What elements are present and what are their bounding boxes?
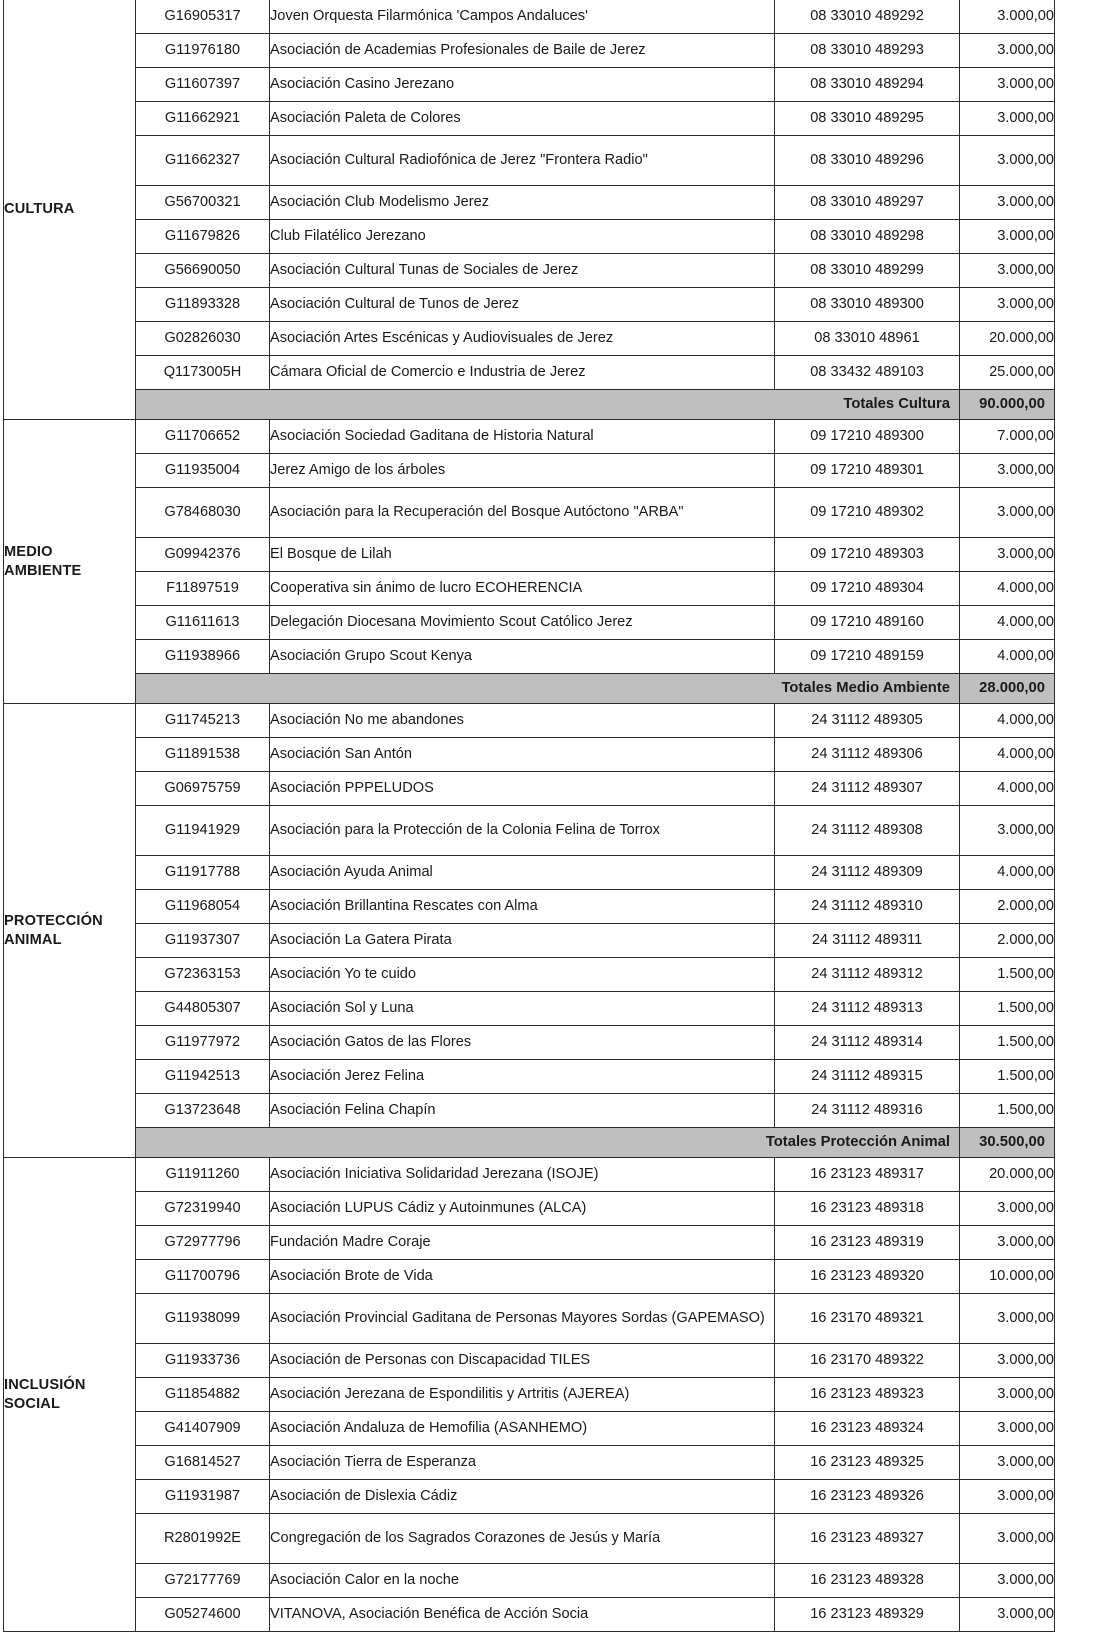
entity-name-cell: Joven Orquesta Filarmónica 'Campos Andaluces' [270,0,775,34]
table-row [4,1378,1055,1412]
budget-application-cell: 08 33010 489293 [775,34,960,68]
table-row [4,1514,1055,1564]
table-row [4,488,1055,538]
budget-application-cell: 16 23123 489326 [775,1480,960,1514]
table-row [4,1446,1055,1480]
budget-application-cell: 16 23123 489325 [775,1446,960,1480]
entity-name-cell: Delegación Diocesana Movimiento Scout Católico Jerez [270,606,775,640]
nif-cell: G11662921 [136,102,270,136]
table-row [4,1480,1055,1514]
totals-row-proteccion-animal [4,1128,1055,1158]
entity-name-cell: Asociación Andaluza de Hemofilia (ASANHEMO) [270,1412,775,1446]
entity-name-cell: Asociación Jerezana de Espondilitis y Artritis (AJEREA) [270,1378,775,1412]
budget-application-cell: 09 17210 489302 [775,488,960,538]
entity-name-cell: Asociación para la Protección de la Colonia Felina de Torrox [270,806,775,856]
table-row [4,1412,1055,1446]
amount-cell: 3.000,00 [960,254,1055,288]
entity-name-cell: Asociación Casino Jerezano [270,68,775,102]
table-row [4,606,1055,640]
amount-cell: 1.500,00 [960,1026,1055,1060]
totals-label: Totales Medio Ambiente [136,674,960,704]
amount-cell: 25.000,00 [960,356,1055,390]
amount-cell: 3.000,00 [960,0,1055,34]
amount-cell: 3.000,00 [960,1226,1055,1260]
amount-cell: 3.000,00 [960,1412,1055,1446]
nif-cell: G11977972 [136,1026,270,1060]
totals-label: Totales Cultura [136,390,960,420]
amount-cell: 20.000,00 [960,322,1055,356]
amount-cell: 3.000,00 [960,288,1055,322]
amount-cell: 4.000,00 [960,772,1055,806]
entity-name-cell: Cooperativa sin ánimo de lucro ECOHERENCIA [270,572,775,606]
table-row [4,1226,1055,1260]
amount-cell: 3.000,00 [960,186,1055,220]
budget-application-cell: 09 17210 489303 [775,538,960,572]
entity-name-cell: Asociación para la Recuperación del Bosque Autóctono "ARBA" [270,488,775,538]
table-row [4,572,1055,606]
table-row [4,806,1055,856]
nif-cell: G72177769 [136,1564,270,1598]
entity-name-cell: Cámara Oficial de Comercio e Industria de Jerez [270,356,775,390]
entity-name-cell: Asociación Artes Escénicas y Audiovisuales de Jerez [270,322,775,356]
table-row [4,34,1055,68]
budget-application-cell: 24 31112 489311 [775,924,960,958]
nif-cell: R2801992E [136,1514,270,1564]
amount-cell: 4.000,00 [960,606,1055,640]
entity-name-cell: Asociación Calor en la noche [270,1564,775,1598]
table-row [4,68,1055,102]
table-row [4,704,1055,738]
category-label-line: ANIMAL [4,931,62,948]
table-row [4,1094,1055,1128]
table-row [4,640,1055,674]
entity-name-cell: Asociación Ayuda Animal [270,856,775,890]
budget-application-cell: 16 23123 489319 [775,1226,960,1260]
budget-application-cell: 09 17210 489159 [775,640,960,674]
nif-cell: G72977796 [136,1226,270,1260]
nif-cell: G11942513 [136,1060,270,1094]
budget-application-cell: 09 17210 489300 [775,420,960,454]
budget-application-cell: 24 31112 489313 [775,992,960,1026]
table-row [4,0,1055,34]
nif-cell: G11706652 [136,420,270,454]
amount-cell: 1.500,00 [960,1094,1055,1128]
entity-name-cell: Club Filatélico Jerezano [270,220,775,254]
amount-cell: 4.000,00 [960,704,1055,738]
table-row [4,356,1055,390]
entity-name-cell: Asociación Brillantina Rescates con Alma [270,890,775,924]
amount-cell: 4.000,00 [960,738,1055,772]
amount-cell: 3.000,00 [960,1514,1055,1564]
entity-name-cell: Asociación de Personas con Discapacidad TILES [270,1344,775,1378]
nif-cell: G11976180 [136,34,270,68]
amount-cell: 3.000,00 [960,1446,1055,1480]
nif-cell: G11938966 [136,640,270,674]
entity-name-cell: Asociación Club Modelismo Jerez [270,186,775,220]
totals-row-cultura [4,390,1055,420]
entity-name-cell: Fundación Madre Coraje [270,1226,775,1260]
table-row [4,738,1055,772]
entity-name-cell: Asociación Grupo Scout Kenya [270,640,775,674]
nif-cell: G11679826 [136,220,270,254]
entity-name-cell: Asociación Jerez Felina [270,1060,775,1094]
budget-application-cell: 24 31112 489305 [775,704,960,738]
amount-cell: 3.000,00 [960,102,1055,136]
entity-name-cell: VITANOVA, Asociación Benéfica de Acción Socia [270,1598,775,1632]
budget-application-cell: 08 33010 489294 [775,68,960,102]
budget-application-cell: 08 33010 489296 [775,136,960,186]
nif-cell: G11937307 [136,924,270,958]
nif-cell: G09942376 [136,538,270,572]
nif-cell: G06975759 [136,772,270,806]
amount-cell: 3.000,00 [960,34,1055,68]
totals-amount: 90.000,00 [960,390,1055,420]
table-row [4,1260,1055,1294]
budget-application-cell: 08 33010 489300 [775,288,960,322]
entity-name-cell: Jerez Amigo de los árboles [270,454,775,488]
entity-name-cell: Asociación Cultural Tunas de Sociales de Jerez [270,254,775,288]
entity-name-cell: Asociación Brote de Vida [270,1260,775,1294]
budget-application-cell: 08 33432 489103 [775,356,960,390]
table-row [4,538,1055,572]
nif-cell: G78468030 [136,488,270,538]
budget-application-cell: 24 31112 489309 [775,856,960,890]
amount-cell: 3.000,00 [960,1192,1055,1226]
nif-cell: G11917788 [136,856,270,890]
entity-name-cell: Asociación Paleta de Colores [270,102,775,136]
budget-application-cell: 09 17210 489304 [775,572,960,606]
nif-cell: G11745213 [136,704,270,738]
budget-application-cell: 24 31112 489306 [775,738,960,772]
nif-cell: G16814527 [136,1446,270,1480]
budget-application-cell: 24 31112 489316 [775,1094,960,1128]
entity-name-cell: Asociación No me abandones [270,704,775,738]
entity-name-cell: Asociación LUPUS Cádiz y Autoinmunes (ALCA) [270,1192,775,1226]
nif-cell: G11931987 [136,1480,270,1514]
table-row [4,772,1055,806]
budget-application-cell: 24 31112 489314 [775,1026,960,1060]
entity-name-cell: Asociación Sol y Luna [270,992,775,1026]
category-cell-medio-ambiente [4,420,136,704]
category-label-line: SOCIAL [4,1395,61,1412]
entity-name-cell: El Bosque de Lilah [270,538,775,572]
category-label-line: CULTURA [4,201,75,218]
nif-cell: G11854882 [136,1378,270,1412]
entity-name-cell: Asociación Felina Chapín [270,1094,775,1128]
nif-cell: G11941929 [136,806,270,856]
amount-cell: 1.500,00 [960,958,1055,992]
table-row [4,102,1055,136]
nif-cell: G11935004 [136,454,270,488]
nif-cell: G05274600 [136,1598,270,1632]
entity-name-cell: Congregación de los Sagrados Corazones de Jesús y María [270,1514,775,1564]
amount-cell: 3.000,00 [960,220,1055,254]
nif-cell: G44805307 [136,992,270,1026]
category-label-line: AMBIENTE [4,562,82,579]
budget-application-cell: 08 33010 489299 [775,254,960,288]
nif-cell: G56690050 [136,254,270,288]
amount-cell: 4.000,00 [960,856,1055,890]
budget-application-cell: 24 31112 489312 [775,958,960,992]
nif-cell: G72319940 [136,1192,270,1226]
nif-cell: G02826030 [136,322,270,356]
nif-cell: G41407909 [136,1412,270,1446]
totals-label: Totales Protección Animal [136,1128,960,1158]
table-row [4,924,1055,958]
entity-name-cell: Asociación Iniciativa Solidaridad Jerezana (ISOJE) [270,1158,775,1192]
table-row [4,992,1055,1026]
table-row [4,220,1055,254]
budget-application-cell: 16 23170 489321 [775,1294,960,1344]
totals-row-medio-ambiente [4,674,1055,704]
budget-application-cell: 08 33010 489292 [775,0,960,34]
category-label-line: INCLUSIÓN [4,1376,86,1393]
budget-application-cell: 24 31112 489308 [775,806,960,856]
nif-cell: G11891538 [136,738,270,772]
table-row [4,1598,1055,1632]
entity-name-cell: Asociación de Academias Profesionales de Baile de Jerez [270,34,775,68]
budget-application-cell: 16 23123 489323 [775,1378,960,1412]
nif-cell: G16905317 [136,0,270,34]
entity-name-cell: Asociación Cultural Radiofónica de Jerez "Frontera Radio" [270,136,775,186]
entity-name-cell: Asociación Provincial Gaditana de Personas Mayores Sordas (GAPEMASO) [270,1294,775,1344]
entity-name-cell: Asociación Sociedad Gaditana de Historia Natural [270,420,775,454]
table-row [4,288,1055,322]
amount-cell: 1.500,00 [960,1060,1055,1094]
amount-cell: 4.000,00 [960,640,1055,674]
amount-cell: 3.000,00 [960,538,1055,572]
amount-cell: 3.000,00 [960,1378,1055,1412]
nif-cell: G11938099 [136,1294,270,1344]
amount-cell: 2.000,00 [960,890,1055,924]
table-row [4,1060,1055,1094]
table-row [4,958,1055,992]
table-row [4,1564,1055,1598]
budget-application-cell: 16 23123 489318 [775,1192,960,1226]
totals-amount: 28.000,00 [960,674,1055,704]
entity-name-cell: Asociación San Antón [270,738,775,772]
amount-cell: 3.000,00 [960,68,1055,102]
nif-cell: Q1173005H [136,356,270,390]
nif-cell: G11968054 [136,890,270,924]
budget-application-cell: 24 31112 489307 [775,772,960,806]
table-row [4,856,1055,890]
budget-application-cell: 09 17210 489160 [775,606,960,640]
budget-application-cell: 16 23170 489322 [775,1344,960,1378]
nif-cell: G11700796 [136,1260,270,1294]
amount-cell: 2.000,00 [960,924,1055,958]
amount-cell: 3.000,00 [960,488,1055,538]
budget-application-cell: 16 23123 489328 [775,1564,960,1598]
table-row [4,186,1055,220]
entity-name-cell: Asociación Yo te cuido [270,958,775,992]
table-row [4,1294,1055,1344]
budget-application-cell: 16 23123 489320 [775,1260,960,1294]
amount-cell: 4.000,00 [960,572,1055,606]
amount-cell: 7.000,00 [960,420,1055,454]
budget-application-cell: 08 33010 489298 [775,220,960,254]
grant-allocation-table [3,0,1055,1632]
budget-application-cell: 09 17210 489301 [775,454,960,488]
budget-application-cell: 16 23123 489327 [775,1514,960,1564]
entity-name-cell: Asociación de Dislexia Cádiz [270,1480,775,1514]
nif-cell: G11662327 [136,136,270,186]
nif-cell: G56700321 [136,186,270,220]
category-cell-cultura [4,0,136,420]
nif-cell: G11911260 [136,1158,270,1192]
amount-cell: 3.000,00 [960,806,1055,856]
budget-application-cell: 08 33010 489295 [775,102,960,136]
table-row [4,890,1055,924]
category-cell-proteccion-animal [4,704,136,1158]
budget-application-cell: 08 33010 48961 [775,322,960,356]
entity-name-cell: Asociación La Gatera Pirata [270,924,775,958]
nif-cell: G13723648 [136,1094,270,1128]
amount-cell: 3.000,00 [960,1294,1055,1344]
budget-application-cell: 08 33010 489297 [775,186,960,220]
amount-cell: 1.500,00 [960,992,1055,1026]
table-row [4,1158,1055,1192]
category-label-line: PROTECCIÓN [4,912,103,929]
nif-cell: F11897519 [136,572,270,606]
table-row [4,420,1055,454]
nif-cell: G11933736 [136,1344,270,1378]
amount-cell: 20.000,00 [960,1158,1055,1192]
amount-cell: 3.000,00 [960,136,1055,186]
nif-cell: G11611613 [136,606,270,640]
entity-name-cell: Asociación PPPELUDOS [270,772,775,806]
budget-application-cell: 16 23123 489329 [775,1598,960,1632]
table-row [4,1192,1055,1226]
amount-cell: 3.000,00 [960,454,1055,488]
budget-application-cell: 24 31112 489315 [775,1060,960,1094]
category-label-line: MEDIO [4,543,53,560]
amount-cell: 10.000,00 [960,1260,1055,1294]
table-row [4,1344,1055,1378]
nif-cell: G72363153 [136,958,270,992]
entity-name-cell: Asociación Gatos de las Flores [270,1026,775,1060]
entity-name-cell: Asociación Tierra de Esperanza [270,1446,775,1480]
amount-cell: 3.000,00 [960,1564,1055,1598]
amount-cell: 3.000,00 [960,1480,1055,1514]
table-row [4,1026,1055,1060]
budget-application-cell: 24 31112 489310 [775,890,960,924]
table-row [4,322,1055,356]
amount-cell: 3.000,00 [960,1344,1055,1378]
table-row [4,136,1055,186]
table-row [4,254,1055,288]
category-cell-inclusion-social [4,1158,136,1632]
entity-name-cell: Asociación Cultural de Tunos de Jerez [270,288,775,322]
budget-application-cell: 16 23123 489324 [775,1412,960,1446]
totals-amount: 30.500,00 [960,1128,1055,1158]
amount-cell: 3.000,00 [960,1598,1055,1632]
table-row [4,454,1055,488]
nif-cell: G11607397 [136,68,270,102]
budget-application-cell: 16 23123 489317 [775,1158,960,1192]
nif-cell: G11893328 [136,288,270,322]
